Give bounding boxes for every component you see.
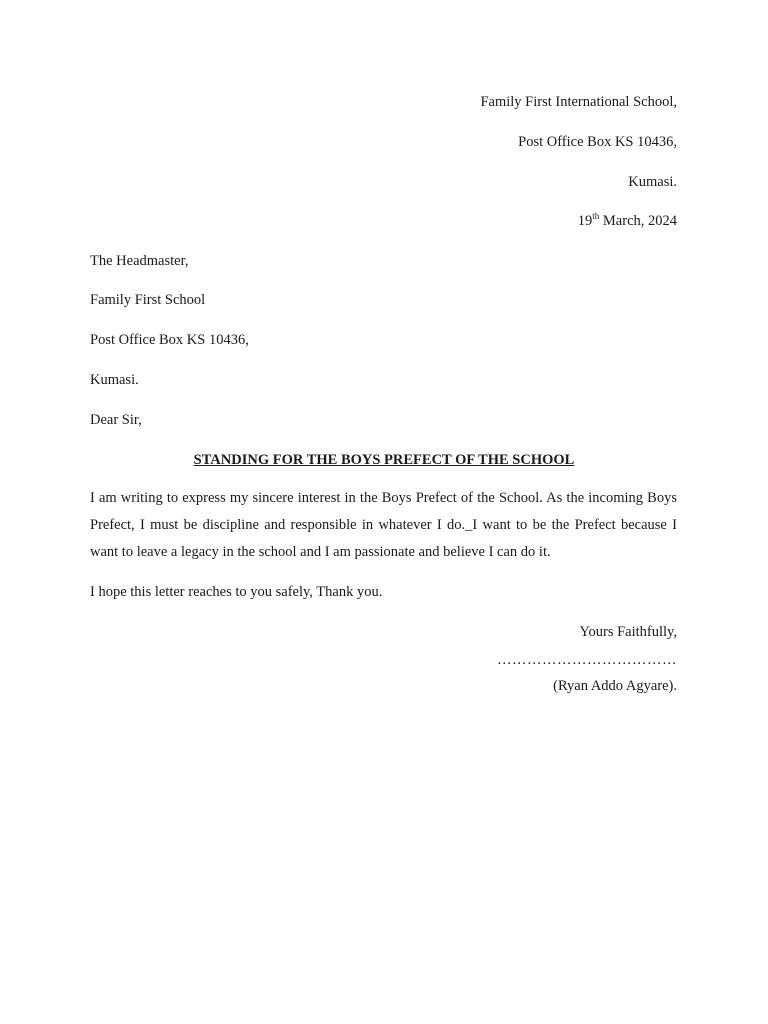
salutation: Dear Sir, [90, 412, 142, 428]
body-paragraph-2: I hope this letter reaches to you safely, Thank you. [90, 584, 383, 600]
recipient-school: Family First School [90, 292, 206, 308]
letter-subject: STANDING FOR THE BOYS PREFECT OF THE SCHOOL [193, 452, 575, 468]
recipient-address: Post Office Box KS 10436, [90, 332, 249, 348]
recipient-city: Kumasi. [90, 372, 139, 388]
letter-date [578, 212, 677, 230]
sender-address: Post Office Box KS 10436, [518, 134, 677, 150]
signatory-name: (Ryan Addo Agyare). [553, 678, 677, 694]
date-rest: March, 2024 [599, 213, 677, 229]
date-day: 19 [577, 213, 593, 229]
sender-city: Kumasi. [628, 174, 677, 190]
sender-school: Family First International School, [480, 94, 677, 110]
valediction: Yours Faithfully, [579, 624, 677, 640]
recipient-title: The Headmaster, [90, 253, 189, 269]
body-paragraph-1: I am writing to express my sincere interest in the Boys Prefect of the School. As the incoming Boys Prefect, I must be discipline and responsible in whatever I do._I want to be the Prefect because I want to leave a legacy in the school and I am passionate and believe I can do it. [90, 490, 677, 560]
date-suffix: th [592, 211, 600, 222]
signature-line: ……………………………… [497, 652, 677, 668]
